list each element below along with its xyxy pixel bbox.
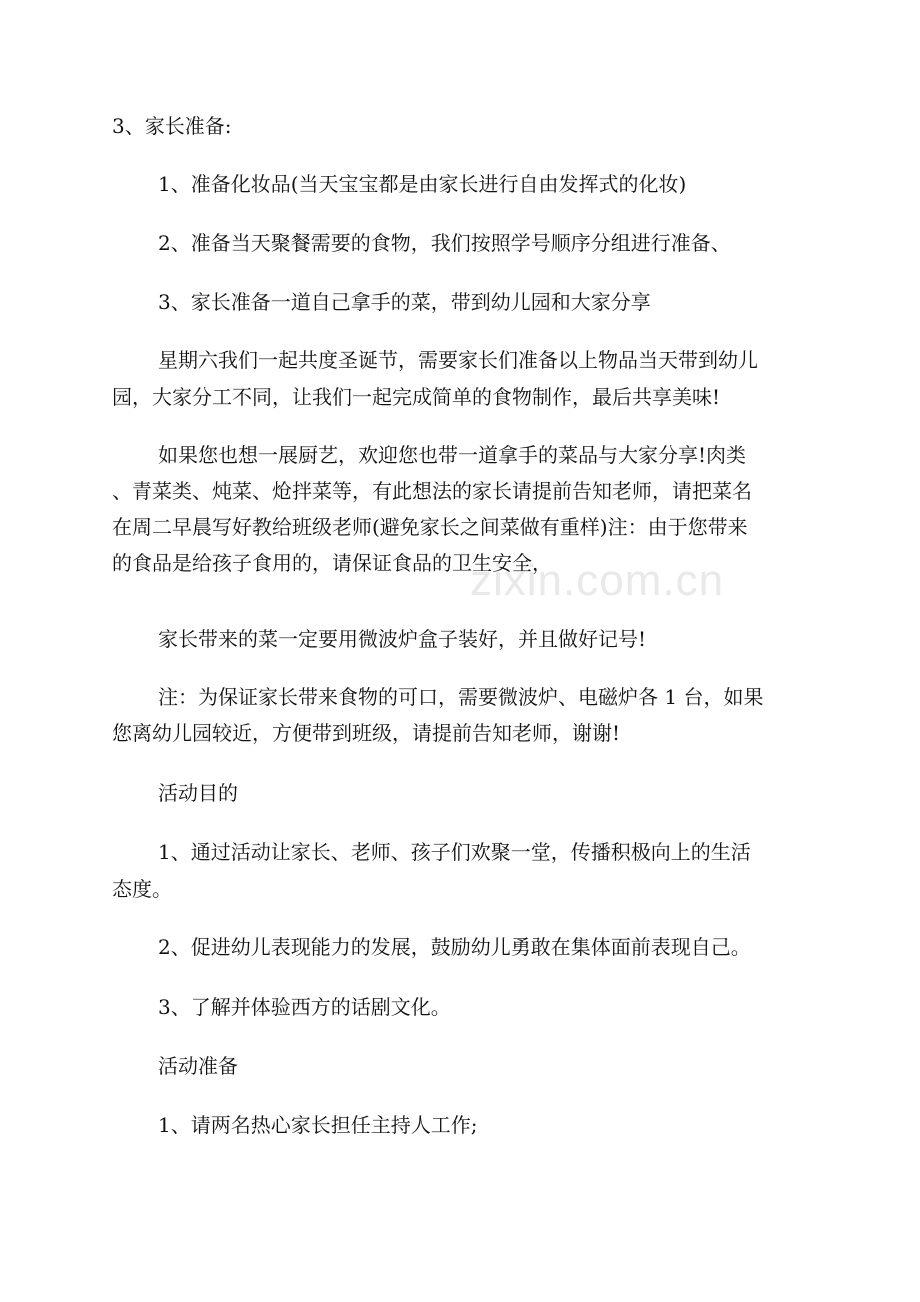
paragraph-cooking-line-3: 在周二早晨写好教给班级老师(避免家长之间菜做有重样)注：由于您带来: [112, 515, 748, 539]
paragraph-item-dish: 3、家长准备一道自己拿手的菜，带到幼儿园和大家分享: [158, 290, 651, 314]
heading-activity-prep: 活动准备: [158, 1054, 238, 1078]
paragraph-item-food: 2、准备当天聚餐需要的食物，我们按照学号顺序分组进行准备、: [158, 231, 731, 255]
paragraph-saturday-line-2: 园，大家分工不同，让我们一起完成简单的食物制作，最后共享美味!: [112, 385, 721, 409]
paragraph-goal-1-line-2: 态度。: [112, 877, 172, 901]
paragraph-cooking-line-4: 的食品是给孩子食用的，请保证食品的卫生安全，: [112, 551, 552, 575]
watermark: zixin.com.cn: [470, 556, 725, 605]
paragraph-parent-prep-heading: 3、家长准备:: [112, 114, 232, 138]
paragraph-prep-1: 1、请两名热心家长担任主持人工作;: [158, 1113, 478, 1137]
paragraph-goal-3: 3、了解并体验西方的话剧文化。: [158, 995, 451, 1019]
paragraph-goal-2: 2、促进幼儿表现能力的发展，鼓励幼儿勇敢在集体面前表现自己。: [158, 935, 751, 959]
heading-activity-goal: 活动目的: [158, 781, 238, 805]
paragraph-item-makeup: 1、准备化妆品(当天宝宝都是由家长进行自由发挥式的化妆): [158, 172, 687, 196]
paragraph-cooking-line-2: 、青菜类、炖菜、炝拌菜等，有此想法的家长请提前告知老师，请把菜名: [112, 479, 752, 503]
paragraph-note-line-1: 注：为保证家长带来食物的可口，需要微波炉、电磁炉各 1 台，如果: [158, 685, 764, 709]
paragraph-goal-1-line-1: 1、通过活动让家长、老师、孩子们欢聚一堂，传播积极向上的生活: [158, 840, 751, 864]
paragraph-cooking-line-1: 如果您也想一展厨艺，欢迎您也带一道拿手的菜品与大家分享!肉类: [158, 443, 747, 467]
paragraph-microwave-box: 家长带来的菜一定要用微波炉盒子装好，并且做好记号!: [158, 627, 647, 651]
paragraph-note-line-2: 您离幼儿园较近，方便带到班级，请提前告知老师，谢谢!: [112, 721, 621, 745]
paragraph-saturday-line-1: 星期六我们一起共度圣诞节，需要家长们准备以上物品当天带到幼儿: [158, 348, 758, 372]
